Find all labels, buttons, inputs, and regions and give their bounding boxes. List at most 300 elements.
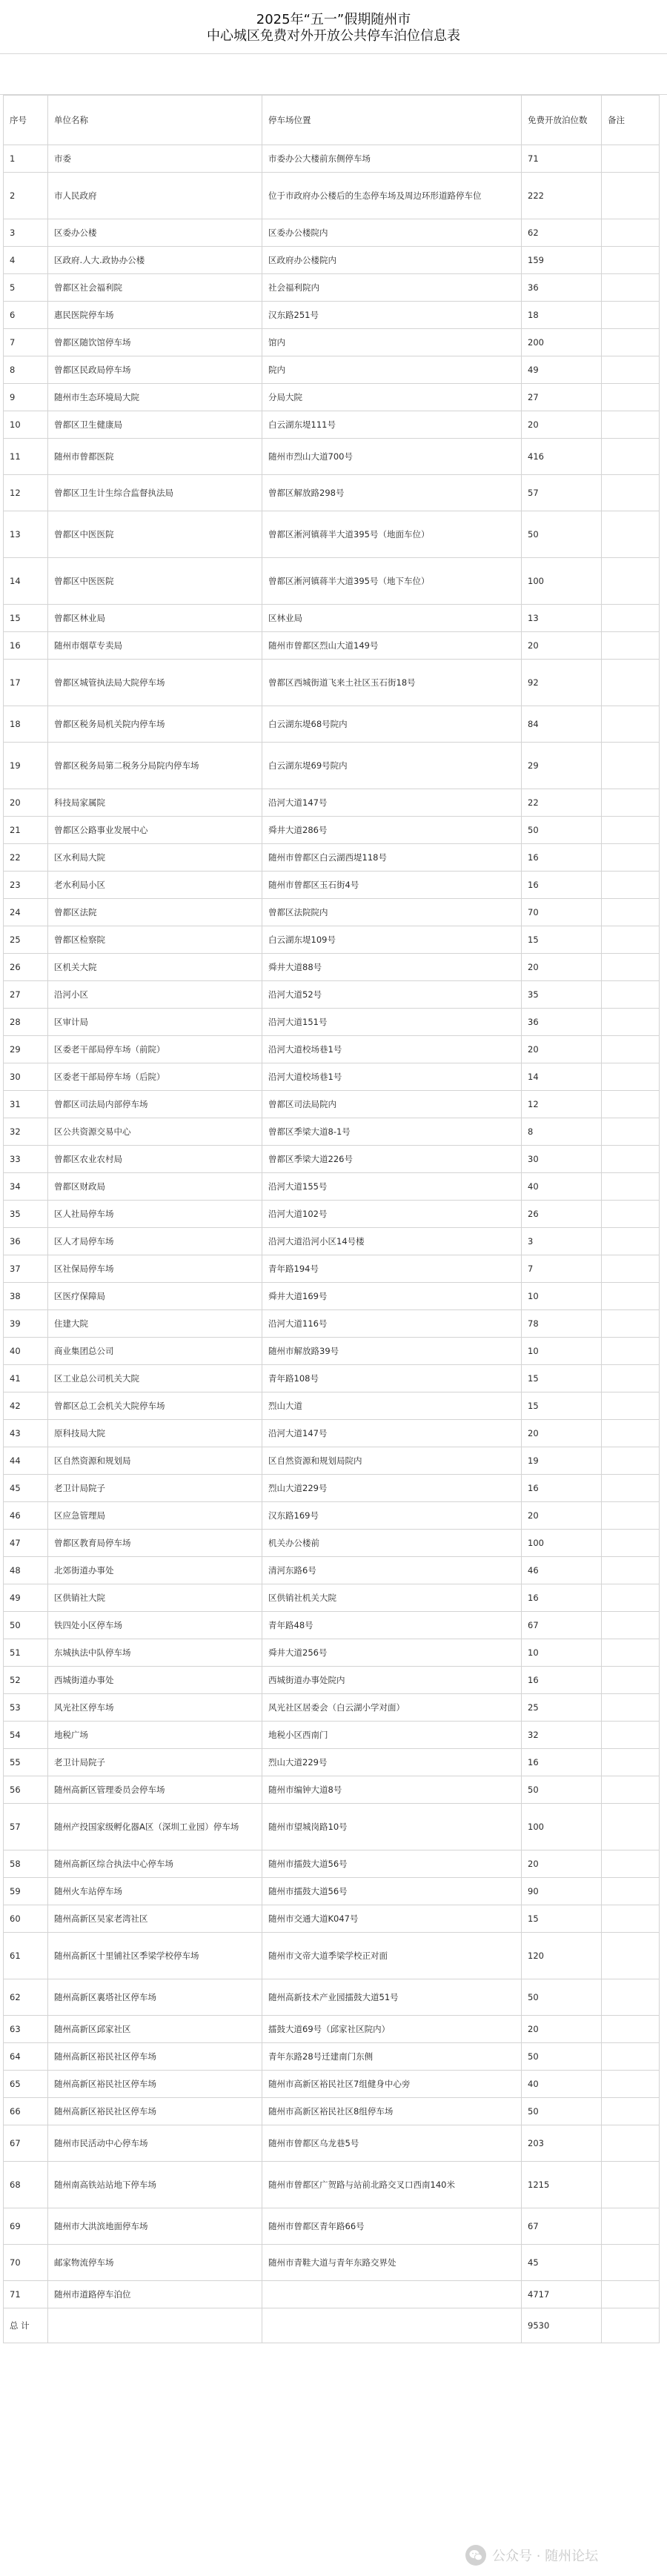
cell-unit: 随州高新区邱家社区 <box>48 2016 262 2043</box>
cell-no: 49 <box>4 1584 48 1612</box>
cell-unit: 随州高新区十里铺社区季梁学校停车场 <box>48 1933 262 1979</box>
cell-unit: 区水利局大院 <box>48 844 262 872</box>
cell-no: 32 <box>4 1118 48 1146</box>
table-row <box>4 1009 660 1036</box>
cell-spaces: 20 <box>522 1502 602 1530</box>
cell-location: 清河东路6号 <box>262 1557 522 1584</box>
table-row <box>4 1804 660 1850</box>
table-row <box>4 1420 660 1447</box>
cell-no: 64 <box>4 2043 48 2071</box>
cell-unit: 区审计局 <box>48 1009 262 1036</box>
cell-unit: 随州高新区裕民社区停车场 <box>48 2071 262 2098</box>
cell-note <box>602 2071 660 2098</box>
cell-no: 35 <box>4 1201 48 1228</box>
cell-spaces: 8 <box>522 1118 602 1146</box>
cell-no: 65 <box>4 2071 48 2098</box>
cell-note <box>602 2162 660 2208</box>
cell-location: 分局大院 <box>262 384 522 411</box>
cell-note <box>602 1173 660 1201</box>
cell-unit: 随州市曾都医院 <box>48 439 262 475</box>
cell-location: 白云湖东堤69号院内 <box>262 743 522 789</box>
cell-spaces: 57 <box>522 475 602 511</box>
watermark <box>465 2542 666 2569</box>
cell-spaces: 50 <box>522 1979 602 2016</box>
cell-note <box>602 1612 660 1639</box>
cell-no: 26 <box>4 954 48 981</box>
cell-location: 西城街道办事处院内 <box>262 1667 522 1694</box>
cell-spaces: 35 <box>522 981 602 1009</box>
cell-spaces: 36 <box>522 274 602 302</box>
cell-spaces: 100 <box>522 1530 602 1557</box>
cell-location: 沿河大道102号 <box>262 1201 522 1228</box>
cell-spaces: 10 <box>522 1338 602 1365</box>
cell-no: 25 <box>4 926 48 954</box>
cell-spaces: 49 <box>522 356 602 384</box>
cell-location: 区林业局 <box>262 605 522 632</box>
cell-location: 区政府办公楼院内 <box>262 247 522 274</box>
cell-location: 随州市曾都区乌龙巷5号 <box>262 2125 522 2162</box>
cell-location: 白云湖东堤111号 <box>262 411 522 439</box>
cell-spaces: 14 <box>522 1063 602 1091</box>
cell-no: 62 <box>4 1979 48 2016</box>
cell-no: 52 <box>4 1667 48 1694</box>
cell-no: 70 <box>4 2245 48 2281</box>
cell-location: 擂鼓大道69号（邱家社区院内） <box>262 2016 522 2043</box>
table-row <box>4 981 660 1009</box>
cell-unit: 曾都区司法局内部停车场 <box>48 1091 262 1118</box>
cell-unit: 随州产投国家级孵化器A区（深圳工业园）停车场 <box>48 1804 262 1850</box>
cell-note <box>602 2125 660 2162</box>
table-row <box>4 1063 660 1091</box>
cell-unit: 随州火车站停车场 <box>48 1878 262 1905</box>
cell-location: 烈山大道 <box>262 1392 522 1420</box>
cell-unit: 随州南高铁站站地下停车场 <box>48 2162 262 2208</box>
cell-note <box>602 817 660 844</box>
cell-location: 青年东路28号迁建南门东侧 <box>262 2043 522 2071</box>
cell-unit: 区委老干部局停车场（前院） <box>48 1036 262 1063</box>
table-row <box>4 1502 660 1530</box>
cell-spaces: 159 <box>522 247 602 274</box>
cell-note <box>602 743 660 789</box>
cell-no: 23 <box>4 872 48 899</box>
table-row <box>4 926 660 954</box>
blank-spacer-row <box>0 53 667 95</box>
cell-note <box>602 1392 660 1420</box>
cell-spaces: 16 <box>522 1749 602 1776</box>
cell-unit: 曾都区社会福利院 <box>48 274 262 302</box>
cell-unit: 曾都区教育局停车场 <box>48 1530 262 1557</box>
cell-no: 57 <box>4 1804 48 1850</box>
cell-note <box>602 329 660 356</box>
cell-note <box>602 1905 660 1933</box>
table-row <box>4 1584 660 1612</box>
table-row <box>4 2016 660 2043</box>
total-value: 9530 <box>522 2308 602 2343</box>
cell-spaces: 84 <box>522 706 602 743</box>
cell-note <box>602 981 660 1009</box>
cell-note <box>602 1639 660 1667</box>
table-row <box>4 844 660 872</box>
cell-spaces: 27 <box>522 384 602 411</box>
cell-spaces: 203 <box>522 2125 602 2162</box>
cell-spaces: 200 <box>522 329 602 356</box>
cell-spaces: 20 <box>522 1036 602 1063</box>
cell-no: 12 <box>4 475 48 511</box>
cell-no: 4 <box>4 247 48 274</box>
cell-unit: 随州高新区吴家老湾社区 <box>48 1905 262 1933</box>
title-line-1: 2025年“五一”假期随州市 <box>256 12 411 27</box>
cell-spaces: 45 <box>522 2245 602 2281</box>
cell-location: 沿河大道校场巷1号 <box>262 1036 522 1063</box>
cell-note <box>602 274 660 302</box>
table-row <box>4 475 660 511</box>
cell-note <box>602 1804 660 1850</box>
cell-location: 随州市交通大道K047号 <box>262 1905 522 1933</box>
cell-spaces: 18 <box>522 302 602 329</box>
cell-location: 曾都区解放路298号 <box>262 475 522 511</box>
cell-note <box>602 384 660 411</box>
cell-location: 舜井大道169号 <box>262 1283 522 1310</box>
cell-location: 随州市曾都区广贺路与站前北路交叉口西南140米 <box>262 2162 522 2208</box>
cell-no: 69 <box>4 2208 48 2245</box>
cell-note <box>602 1283 660 1310</box>
cell-note <box>602 1694 660 1722</box>
cell-unit: 区人社局停车场 <box>48 1201 262 1228</box>
wechat-icon <box>465 2545 486 2566</box>
header-note: 备注 <box>602 96 660 145</box>
cell-location: 社会福利院内 <box>262 274 522 302</box>
cell-unit: 区社保局停车场 <box>48 1255 262 1283</box>
table-row <box>4 1118 660 1146</box>
header-no: 序号 <box>4 96 48 145</box>
cell-location: 沿河大道147号 <box>262 789 522 817</box>
cell-no: 1 <box>4 145 48 173</box>
cell-unit: 风光社区停车场 <box>48 1694 262 1722</box>
cell-location: 沿河大道116号 <box>262 1310 522 1338</box>
cell-spaces: 20 <box>522 1850 602 1878</box>
cell-spaces: 26 <box>522 1201 602 1228</box>
cell-unit: 曾都区城管执法局大院停车场 <box>48 660 262 706</box>
table-row <box>4 1201 660 1228</box>
cell-note <box>602 1228 660 1255</box>
cell-spaces: 67 <box>522 1612 602 1639</box>
cell-location: 汉东路169号 <box>262 1502 522 1530</box>
cell-no: 54 <box>4 1722 48 1749</box>
cell-spaces: 16 <box>522 1584 602 1612</box>
cell-spaces: 50 <box>522 2043 602 2071</box>
cell-location: 随州市文帝大道季梁学校正对面 <box>262 1933 522 1979</box>
cell-no: 16 <box>4 632 48 660</box>
cell-unit: 曾都区税务局第二税务分局院内停车场 <box>48 743 262 789</box>
cell-unit: 曾都区公路事业发展中心 <box>48 817 262 844</box>
cell-location: 随州市高新区裕民社区8组停车场 <box>262 2098 522 2125</box>
table-row <box>4 2245 660 2281</box>
cell-location: 随州市编钟大道8号 <box>262 1776 522 1804</box>
cell-location: 随州市擂鼓大道56号 <box>262 1850 522 1878</box>
cell-location: 沿河大道155号 <box>262 1173 522 1201</box>
table-row <box>4 660 660 706</box>
cell-note <box>602 2043 660 2071</box>
cell-spaces: 29 <box>522 743 602 789</box>
cell-unit: 地税广场 <box>48 1722 262 1749</box>
table-row <box>4 1667 660 1694</box>
cell-unit: 曾都区税务局机关院内停车场 <box>48 706 262 743</box>
cell-unit: 原科技局大院 <box>48 1420 262 1447</box>
cell-note <box>602 926 660 954</box>
cell-note <box>602 1475 660 1502</box>
cell-no: 59 <box>4 1878 48 1905</box>
parking-table <box>3 95 660 2343</box>
cell-no: 37 <box>4 1255 48 1283</box>
cell-unit: 区应急管理局 <box>48 1502 262 1530</box>
table-row <box>4 1146 660 1173</box>
cell-location: 烈山大道229号 <box>262 1749 522 1776</box>
cell-spaces: 20 <box>522 2016 602 2043</box>
cell-spaces: 10 <box>522 1283 602 1310</box>
table-row <box>4 817 660 844</box>
cell-spaces: 20 <box>522 954 602 981</box>
cell-note <box>602 1063 660 1091</box>
cell-spaces: 40 <box>522 1173 602 1201</box>
cell-note <box>602 1530 660 1557</box>
cell-no: 63 <box>4 2016 48 2043</box>
cell-location: 白云湖东堤68号院内 <box>262 706 522 743</box>
table-body <box>4 145 660 2308</box>
cell-unit: 随州市民活动中心停车场 <box>48 2125 262 2162</box>
table-row <box>4 1722 660 1749</box>
cell-spaces: 50 <box>522 511 602 558</box>
cell-location: 曾都区季梁大道226号 <box>262 1146 522 1173</box>
cell-location: 区供销社机关大院 <box>262 1584 522 1612</box>
table-row <box>4 558 660 605</box>
cell-no: 7 <box>4 329 48 356</box>
cell-location: 院内 <box>262 356 522 384</box>
cell-note <box>602 789 660 817</box>
cell-location: 曾都区法院院内 <box>262 899 522 926</box>
cell-spaces: 25 <box>522 1694 602 1722</box>
cell-location: 馆内 <box>262 329 522 356</box>
cell-no: 10 <box>4 411 48 439</box>
title-block <box>0 0 667 53</box>
cell-spaces: 15 <box>522 1392 602 1420</box>
cell-unit: 曾都区林业局 <box>48 605 262 632</box>
cell-unit: 曾都区财政局 <box>48 1173 262 1201</box>
table-row <box>4 1365 660 1392</box>
cell-location: 舜井大道256号 <box>262 1639 522 1667</box>
cell-note <box>602 1878 660 1905</box>
cell-no: 67 <box>4 2125 48 2162</box>
table-row <box>4 1255 660 1283</box>
cell-no: 40 <box>4 1338 48 1365</box>
cell-no: 44 <box>4 1447 48 1475</box>
cell-location: 曾都区司法局院内 <box>262 1091 522 1118</box>
table-row <box>4 329 660 356</box>
cell-unit: 市委 <box>48 145 262 173</box>
table-row <box>4 411 660 439</box>
cell-no: 11 <box>4 439 48 475</box>
total-empty-location <box>262 2308 522 2343</box>
cell-no: 5 <box>4 274 48 302</box>
cell-location: 沿河大道147号 <box>262 1420 522 1447</box>
cell-spaces: 71 <box>522 145 602 173</box>
cell-location: 沿河大道151号 <box>262 1009 522 1036</box>
cell-spaces: 222 <box>522 173 602 219</box>
cell-note <box>602 558 660 605</box>
table-row <box>4 2208 660 2245</box>
cell-note <box>602 1722 660 1749</box>
cell-note <box>602 1338 660 1365</box>
total-empty-note <box>602 2308 660 2343</box>
cell-spaces: 16 <box>522 1667 602 1694</box>
cell-unit: 邮家物流停车场 <box>48 2245 262 2281</box>
cell-unit: 曾都区法院 <box>48 899 262 926</box>
total-label: 总 计 <box>4 2308 48 2343</box>
cell-unit: 曾都区中医医院 <box>48 511 262 558</box>
cell-unit: 区人才局停车场 <box>48 1228 262 1255</box>
cell-no: 17 <box>4 660 48 706</box>
cell-note <box>602 1201 660 1228</box>
cell-unit: 区委办公楼 <box>48 219 262 247</box>
table-row <box>4 1228 660 1255</box>
cell-spaces: 16 <box>522 872 602 899</box>
cell-note <box>602 145 660 173</box>
cell-note <box>602 1749 660 1776</box>
table-row <box>4 1173 660 1201</box>
cell-location: 沿河大道52号 <box>262 981 522 1009</box>
cell-note <box>602 302 660 329</box>
cell-spaces: 67 <box>522 2208 602 2245</box>
cell-note <box>602 2208 660 2245</box>
cell-note <box>602 2245 660 2281</box>
cell-unit: 随州高新区裕民社区停车场 <box>48 2098 262 2125</box>
header-spaces: 免费开放泊位数 <box>522 96 602 145</box>
total-row <box>4 2308 660 2343</box>
cell-spaces: 12 <box>522 1091 602 1118</box>
cell-unit: 曾都区总工会机关大院停车场 <box>48 1392 262 1420</box>
cell-unit: 随州市生态环境局大院 <box>48 384 262 411</box>
cell-no: 15 <box>4 605 48 632</box>
cell-spaces: 100 <box>522 1804 602 1850</box>
table-row <box>4 872 660 899</box>
cell-location: 区委办公楼院内 <box>262 219 522 247</box>
cell-spaces: 16 <box>522 1475 602 1502</box>
cell-location: 舜井大道88号 <box>262 954 522 981</box>
cell-unit: 曾都区中医医院 <box>48 558 262 605</box>
cell-note <box>602 1365 660 1392</box>
cell-no: 66 <box>4 2098 48 2125</box>
total-empty-unit <box>48 2308 262 2343</box>
cell-no: 42 <box>4 1392 48 1420</box>
cell-location: 随州市曾都区白云湖西堤118号 <box>262 844 522 872</box>
table-row <box>4 1475 660 1502</box>
cell-no: 43 <box>4 1420 48 1447</box>
cell-spaces: 90 <box>522 1878 602 1905</box>
cell-unit: 随州高新区裕民社区停车场 <box>48 2043 262 2071</box>
table-row <box>4 173 660 219</box>
cell-unit: 曾都区农业农村局 <box>48 1146 262 1173</box>
cell-unit: 沿河小区 <box>48 981 262 1009</box>
cell-unit: 惠民医院停车场 <box>48 302 262 329</box>
cell-no: 8 <box>4 356 48 384</box>
cell-note <box>602 219 660 247</box>
cell-spaces: 36 <box>522 1009 602 1036</box>
cell-location: 随州高新技术产业园擂鼓大道51号 <box>262 1979 522 2016</box>
cell-note <box>602 173 660 219</box>
cell-spaces: 1215 <box>522 2162 602 2208</box>
table-row <box>4 1283 660 1310</box>
table-row <box>4 605 660 632</box>
cell-unit: 商业集团总公司 <box>48 1338 262 1365</box>
table-row <box>4 632 660 660</box>
cell-no: 36 <box>4 1228 48 1255</box>
cell-unit: 区政府.人大.政协办公楼 <box>48 247 262 274</box>
cell-no: 55 <box>4 1749 48 1776</box>
cell-spaces: 40 <box>522 2071 602 2098</box>
cell-unit: 随州高新区裏塔社区停车场 <box>48 1979 262 2016</box>
cell-unit: 西城街道办事处 <box>48 1667 262 1694</box>
cell-unit: 北郊街道办事处 <box>48 1557 262 1584</box>
cell-note <box>602 1255 660 1283</box>
cell-note <box>602 1146 660 1173</box>
table-row <box>4 219 660 247</box>
cell-location <box>262 2281 522 2308</box>
cell-note <box>602 2016 660 2043</box>
cell-location: 曾都区西城街道飞来土社区玉石街18号 <box>262 660 522 706</box>
cell-location: 汉东路251号 <box>262 302 522 329</box>
cell-no: 14 <box>4 558 48 605</box>
cell-unit: 区供销社大院 <box>48 1584 262 1612</box>
cell-no: 24 <box>4 899 48 926</box>
table-row <box>4 247 660 274</box>
cell-note <box>602 511 660 558</box>
cell-unit: 区机关大院 <box>48 954 262 981</box>
cell-note <box>602 2281 660 2308</box>
cell-unit: 区工业总公司机关大院 <box>48 1365 262 1392</box>
cell-no: 30 <box>4 1063 48 1091</box>
cell-note <box>602 1667 660 1694</box>
cell-note <box>602 706 660 743</box>
table-row <box>4 356 660 384</box>
cell-spaces: 20 <box>522 1420 602 1447</box>
cell-spaces: 70 <box>522 899 602 926</box>
table-row <box>4 1392 660 1420</box>
cell-location: 随州市擂鼓大道56号 <box>262 1878 522 1905</box>
cell-spaces: 22 <box>522 789 602 817</box>
cell-no: 19 <box>4 743 48 789</box>
cell-note <box>602 475 660 511</box>
cell-unit: 随州市烟草专卖局 <box>48 632 262 660</box>
cell-note <box>602 247 660 274</box>
cell-no: 21 <box>4 817 48 844</box>
cell-no: 34 <box>4 1173 48 1201</box>
cell-unit: 随州市大洪滨地面停车场 <box>48 2208 262 2245</box>
cell-unit: 曾都区随饮馆停车场 <box>48 329 262 356</box>
cell-spaces: 13 <box>522 605 602 632</box>
cell-location: 随州市烈山大道700号 <box>262 439 522 475</box>
cell-unit: 住建大院 <box>48 1310 262 1338</box>
cell-no: 39 <box>4 1310 48 1338</box>
cell-spaces: 15 <box>522 1365 602 1392</box>
cell-unit: 区公共资源交易中心 <box>48 1118 262 1146</box>
title-line-2: 中心城区免费对外开放公共停车泊位信息表 <box>207 28 460 44</box>
cell-spaces: 20 <box>522 632 602 660</box>
table-row <box>4 1776 660 1804</box>
table-row <box>4 1905 660 1933</box>
cell-location: 青年路48号 <box>262 1612 522 1639</box>
cell-no: 60 <box>4 1905 48 1933</box>
cell-unit: 区委老干部局停车场（后院） <box>48 1063 262 1091</box>
cell-location: 沿河大道沿河小区14号楼 <box>262 1228 522 1255</box>
